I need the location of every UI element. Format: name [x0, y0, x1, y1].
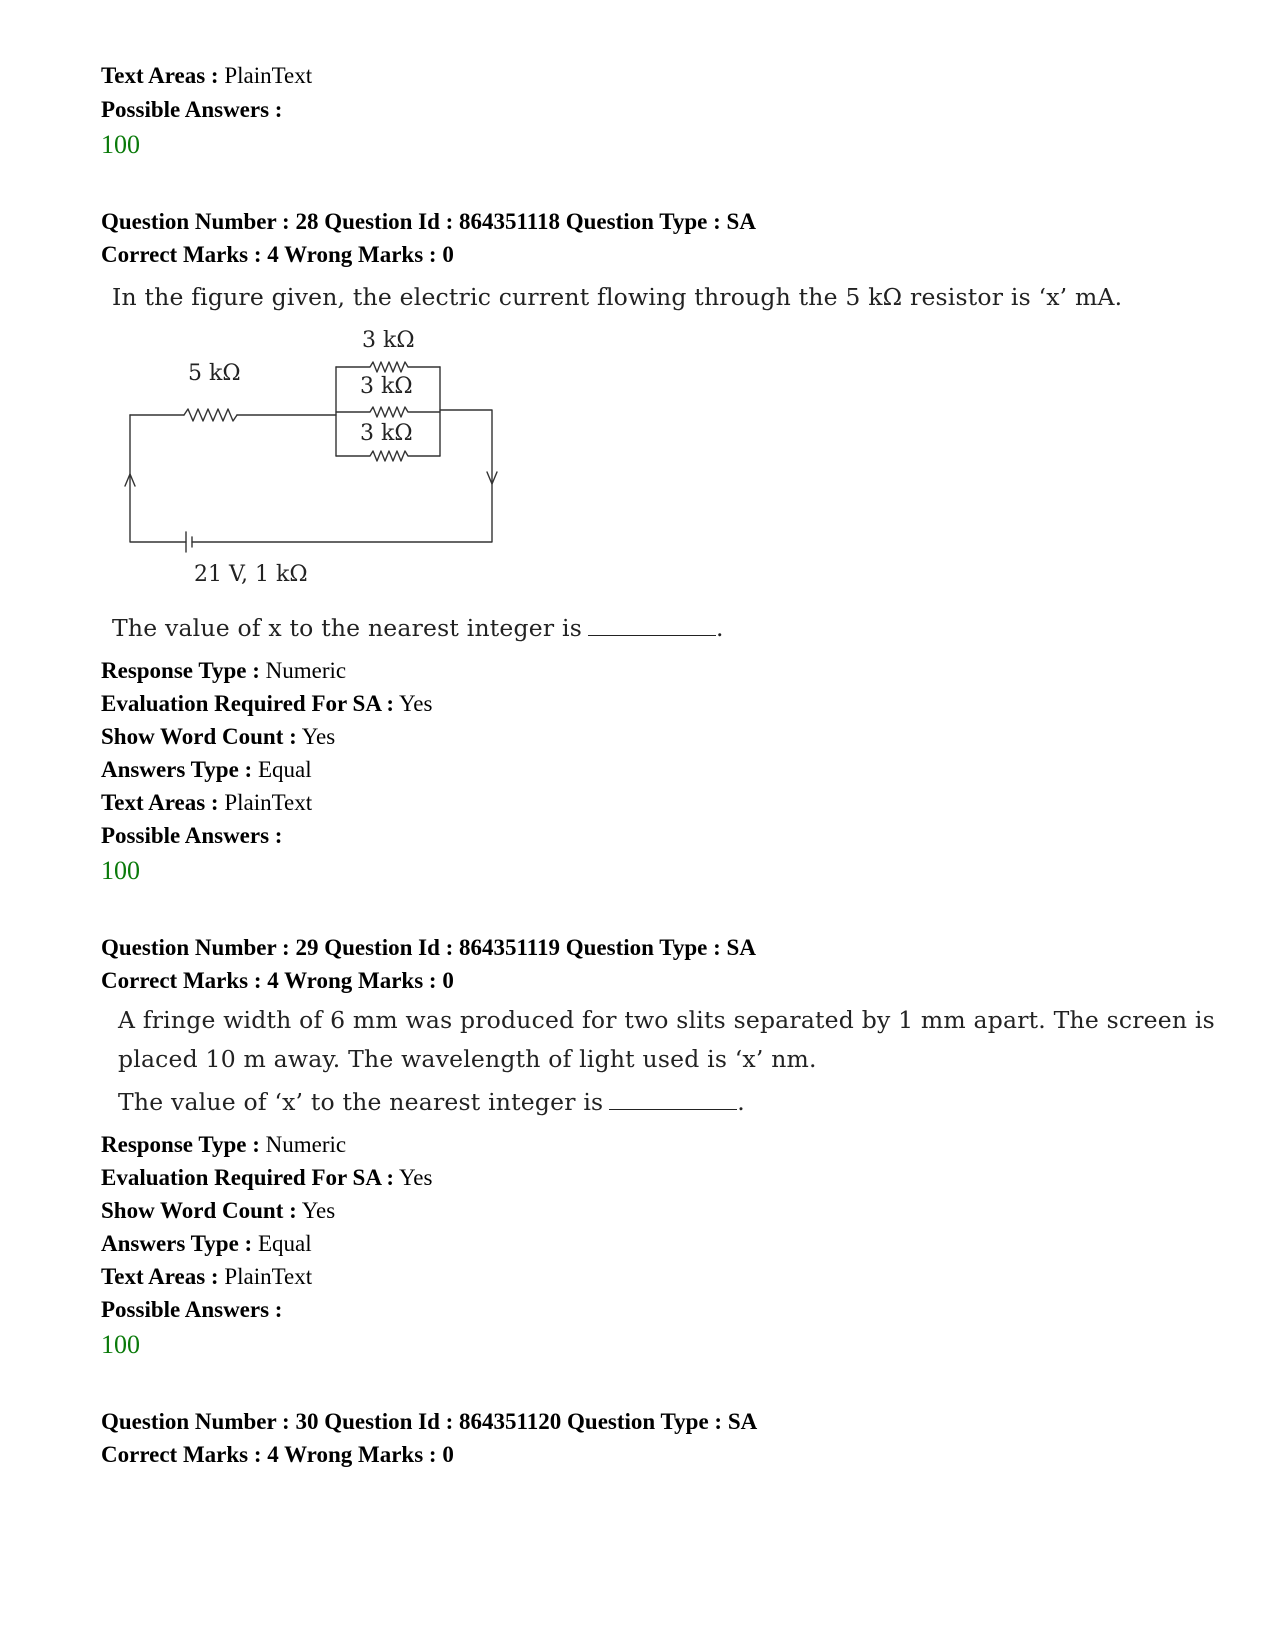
parallel-resistor-3: [336, 451, 440, 461]
q28-text-areas-row: [101, 788, 312, 818]
text-areas-label: Text Areas :: [101, 790, 219, 815]
q28-statement: In the figure given, the electric current flowing through the 5 kΩ resistor is ‘x’ mA.: [112, 283, 1123, 311]
word-count-label: Show Word Count :: [101, 724, 297, 749]
evaluation-label: Evaluation Required For SA :: [101, 1165, 395, 1190]
parallel-resistor-1-label: 3 kΩ: [362, 330, 415, 353]
parallel-resistor-2-label: 3 kΩ: [360, 374, 413, 399]
q29-statement-line2: placed 10 m away. The wavelength of light used is ‘x’ nm.: [118, 1045, 817, 1073]
response-type-label: Response Type :: [101, 658, 260, 683]
q30-marks: Correct Marks : 4 Wrong Marks : 0: [101, 1442, 454, 1467]
q29-possible-answers-label: Possible Answers :: [101, 1297, 283, 1322]
text-areas-value: PlainText: [224, 63, 313, 88]
parallel-resistor-3-label: 3 kΩ: [360, 421, 413, 446]
q28-circuit-diagram: [120, 330, 530, 620]
q29-word-count-row: [101, 1196, 335, 1226]
response-type-value: Numeric: [265, 658, 347, 683]
q28-marks: Correct Marks : 4 Wrong Marks : 0: [101, 242, 454, 267]
q29-text-areas-row: [101, 1262, 312, 1292]
circuit-left-wire: [130, 415, 186, 542]
text-areas-value: PlainText: [224, 790, 313, 815]
answers-type-label: Answers Type :: [101, 757, 253, 782]
q29-answer-blank: [609, 1095, 737, 1110]
parallel-resistor-1: [336, 362, 440, 372]
possible-answer-value: 100: [101, 130, 140, 159]
q29-statement-line1: A fringe width of 6 mm was produced for two slits separated by 1 mm apart. The screen is: [118, 1006, 1215, 1034]
q29-header: Question Number : 29 Question Id : 864351119 Question Type : SA: [101, 935, 756, 960]
q28-question-end: .: [715, 614, 724, 642]
q28-possible-answers-label: Possible Answers :: [101, 823, 283, 848]
circuit-right-wire: [192, 410, 492, 542]
evaluation-label: Evaluation Required For SA :: [101, 691, 395, 716]
q28-answer-blank: [588, 621, 716, 636]
battery-label: 21 V, 1 kΩ: [194, 562, 308, 587]
word-count-value: Yes: [301, 1198, 336, 1223]
q28-question-text: The value of x to the nearest integer is: [112, 614, 582, 642]
parallel-resistor-2: [336, 407, 440, 417]
response-type-label: Response Type :: [101, 1132, 260, 1157]
top-text-areas-row: [101, 61, 312, 91]
word-count-label: Show Word Count :: [101, 1198, 297, 1223]
text-areas-label: Text Areas :: [101, 1264, 219, 1289]
q29-answers-type-row: [101, 1229, 312, 1259]
evaluation-value: Yes: [399, 1165, 433, 1190]
q28-answers-type-row: [101, 755, 312, 785]
q29-possible-answer-value: 100: [101, 1330, 140, 1359]
answers-type-value: Equal: [257, 757, 312, 782]
possible-answers-label: Possible Answers :: [101, 97, 283, 122]
text-areas-label: Text Areas :: [101, 63, 219, 88]
q28-possible-answer-value: 100: [101, 856, 140, 885]
q29-evaluation-row: [101, 1163, 432, 1193]
q29-question-line: [118, 1088, 745, 1116]
q29-question-end: .: [737, 1088, 745, 1116]
series-resistor-zigzag: [184, 409, 237, 421]
q30-header: Question Number : 30 Question Id : 864351120 Question Type : SA: [101, 1409, 758, 1434]
series-resistor-label: 5 kΩ: [188, 361, 241, 386]
answers-type-label: Answers Type :: [101, 1231, 253, 1256]
q29-marks: Correct Marks : 4 Wrong Marks : 0: [101, 968, 454, 993]
answers-type-value: Equal: [257, 1231, 312, 1256]
q28-evaluation-row: [101, 689, 432, 719]
word-count-value: Yes: [301, 724, 336, 749]
q28-question-line: [112, 614, 724, 642]
q28-word-count-row: [101, 722, 335, 752]
text-areas-value: PlainText: [224, 1264, 313, 1289]
q29-response-type-row: [101, 1130, 346, 1160]
response-type-value: Numeric: [265, 1132, 347, 1157]
q28-response-type-row: [101, 656, 346, 686]
evaluation-value: Yes: [399, 691, 433, 716]
q29-question-text: The value of ‘x’ to the nearest integer is: [118, 1088, 604, 1116]
q28-header: Question Number : 28 Question Id : 864351118 Question Type : SA: [101, 209, 756, 234]
